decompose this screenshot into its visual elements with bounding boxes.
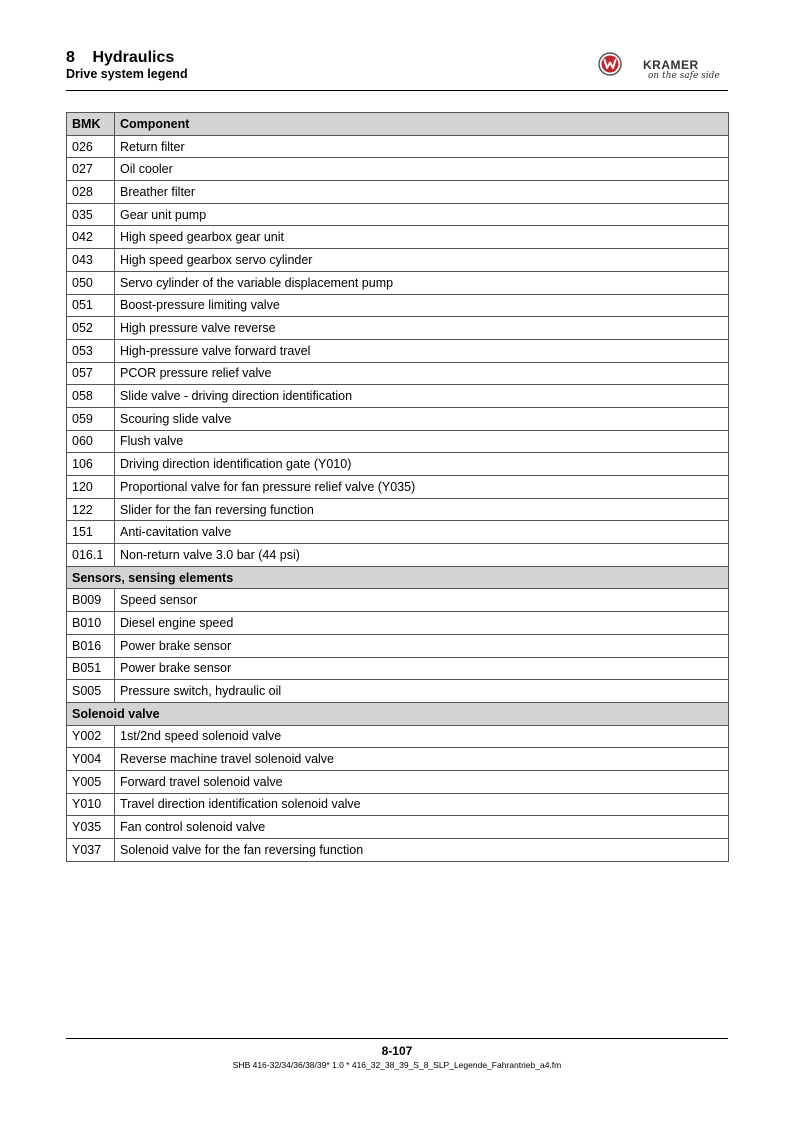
table-row — [67, 680, 729, 703]
component-name: Reverse machine travel solenoid valve — [115, 748, 729, 771]
component-name: Driving direction identification gate (Y010) — [115, 453, 729, 476]
component-name: Servo cylinder of the variable displacement pump — [115, 271, 729, 294]
bmk-code: 051 — [67, 294, 115, 317]
table-row — [67, 181, 729, 204]
component-name: Gear unit pump — [115, 203, 729, 226]
table-row — [67, 385, 729, 408]
table-row — [67, 135, 729, 158]
chapter-heading — [66, 49, 174, 67]
section-header-row — [67, 702, 729, 725]
table-row — [67, 634, 729, 657]
table-row — [67, 589, 729, 612]
bmk-code: 050 — [67, 271, 115, 294]
component-name: Flush valve — [115, 430, 729, 453]
bmk-code: 060 — [67, 430, 115, 453]
bmk-code: 057 — [67, 362, 115, 385]
column-header-component: Component — [115, 113, 729, 136]
logo-tagline: on the safe side — [648, 71, 720, 81]
section-header-row — [67, 566, 729, 589]
bmk-code: B016 — [67, 634, 115, 657]
logo-brand-name: KRAMER — [643, 58, 699, 72]
table-row — [67, 544, 729, 567]
kramer-logo — [598, 48, 728, 86]
page-header — [66, 46, 728, 91]
legend-table-body — [67, 135, 729, 861]
component-name: 1st/2nd speed solenoid valve — [115, 725, 729, 748]
table-row — [67, 317, 729, 340]
bmk-code: Y035 — [67, 816, 115, 839]
bmk-code: B051 — [67, 657, 115, 680]
table-row — [67, 271, 729, 294]
table-row — [67, 407, 729, 430]
bmk-code: B010 — [67, 612, 115, 635]
bmk-code: 053 — [67, 339, 115, 362]
table-row — [67, 158, 729, 181]
table-row — [67, 453, 729, 476]
component-name: Slider for the fan reversing function — [115, 498, 729, 521]
table-row — [67, 476, 729, 499]
component-name: High-pressure valve forward travel — [115, 339, 729, 362]
table-row — [67, 816, 729, 839]
bmk-code: 059 — [67, 407, 115, 430]
bmk-code: 028 — [67, 181, 115, 204]
bmk-code: 058 — [67, 385, 115, 408]
component-name: High speed gearbox gear unit — [115, 226, 729, 249]
bmk-code: B009 — [67, 589, 115, 612]
component-name: Solenoid valve for the fan reversing function — [115, 839, 729, 862]
table-row — [67, 725, 729, 748]
bmk-code: S005 — [67, 680, 115, 703]
table-row — [67, 203, 729, 226]
chapter-title: Hydraulics — [92, 49, 175, 66]
component-name: Slide valve - driving direction identification — [115, 385, 729, 408]
table-row — [67, 339, 729, 362]
column-header-bmk: BMK — [67, 113, 115, 136]
page-number: 8-107 — [381, 1044, 413, 1058]
component-name: Speed sensor — [115, 589, 729, 612]
component-name: Forward travel solenoid valve — [115, 770, 729, 793]
legend-table — [66, 112, 729, 862]
bmk-code: 016.1 — [67, 544, 115, 567]
component-name: Breather filter — [115, 181, 729, 204]
bmk-code: 106 — [67, 453, 115, 476]
component-name: High pressure valve reverse — [115, 317, 729, 340]
bmk-code: Y004 — [67, 748, 115, 771]
bmk-code: Y010 — [67, 793, 115, 816]
bmk-code: Y002 — [67, 725, 115, 748]
page-subtitle: Drive system legend — [66, 67, 188, 81]
bmk-code: 042 — [67, 226, 115, 249]
bmk-code: 120 — [67, 476, 115, 499]
bmk-code: Y005 — [67, 770, 115, 793]
table-row — [67, 839, 729, 862]
component-name: Power brake sensor — [115, 657, 729, 680]
component-name: Return filter — [115, 135, 729, 158]
table-row — [67, 430, 729, 453]
component-name: Anti-cavitation valve — [115, 521, 729, 544]
page-footer — [66, 1038, 728, 1070]
bmk-code: 026 — [67, 135, 115, 158]
table-row — [67, 793, 729, 816]
kramer-w-logo-icon — [598, 52, 622, 76]
component-name: Fan control solenoid valve — [115, 816, 729, 839]
bmk-code: 151 — [67, 521, 115, 544]
table-row — [67, 498, 729, 521]
component-name: PCOR pressure relief valve — [115, 362, 729, 385]
component-name: Non-return valve 3.0 bar (44 psi) — [115, 544, 729, 567]
component-name: Power brake sensor — [115, 634, 729, 657]
table-row — [67, 521, 729, 544]
section-title: Sensors, sensing elements — [67, 566, 729, 589]
component-name: Scouring slide valve — [115, 407, 729, 430]
bmk-code: 043 — [67, 249, 115, 272]
component-name: Oil cooler — [115, 158, 729, 181]
table-row — [67, 770, 729, 793]
file-reference: SHB 416-32/34/36/38/39* 1.0 * 416_32_38_39_S_8_SLP_Legende_Fahrantrieb_a4.fm — [232, 1060, 562, 1070]
bmk-code: 027 — [67, 158, 115, 181]
table-header-row — [67, 113, 729, 136]
bmk-code: 122 — [67, 498, 115, 521]
component-name: Pressure switch, hydraulic oil — [115, 680, 729, 703]
component-name: Diesel engine speed — [115, 612, 729, 635]
component-name: Proportional valve for fan pressure relief valve (Y035) — [115, 476, 729, 499]
table-row — [67, 657, 729, 680]
component-name: Boost-pressure limiting valve — [115, 294, 729, 317]
bmk-code: Y037 — [67, 839, 115, 862]
chapter-number: 8 — [66, 49, 75, 66]
table-row — [67, 249, 729, 272]
table-row — [67, 362, 729, 385]
bmk-code: 035 — [67, 203, 115, 226]
table-row — [67, 226, 729, 249]
table-row — [67, 612, 729, 635]
bmk-code: 052 — [67, 317, 115, 340]
table-row — [67, 294, 729, 317]
component-name: High speed gearbox servo cylinder — [115, 249, 729, 272]
table-row — [67, 748, 729, 771]
section-title: Solenoid valve — [67, 702, 729, 725]
component-name: Travel direction identification solenoid valve — [115, 793, 729, 816]
